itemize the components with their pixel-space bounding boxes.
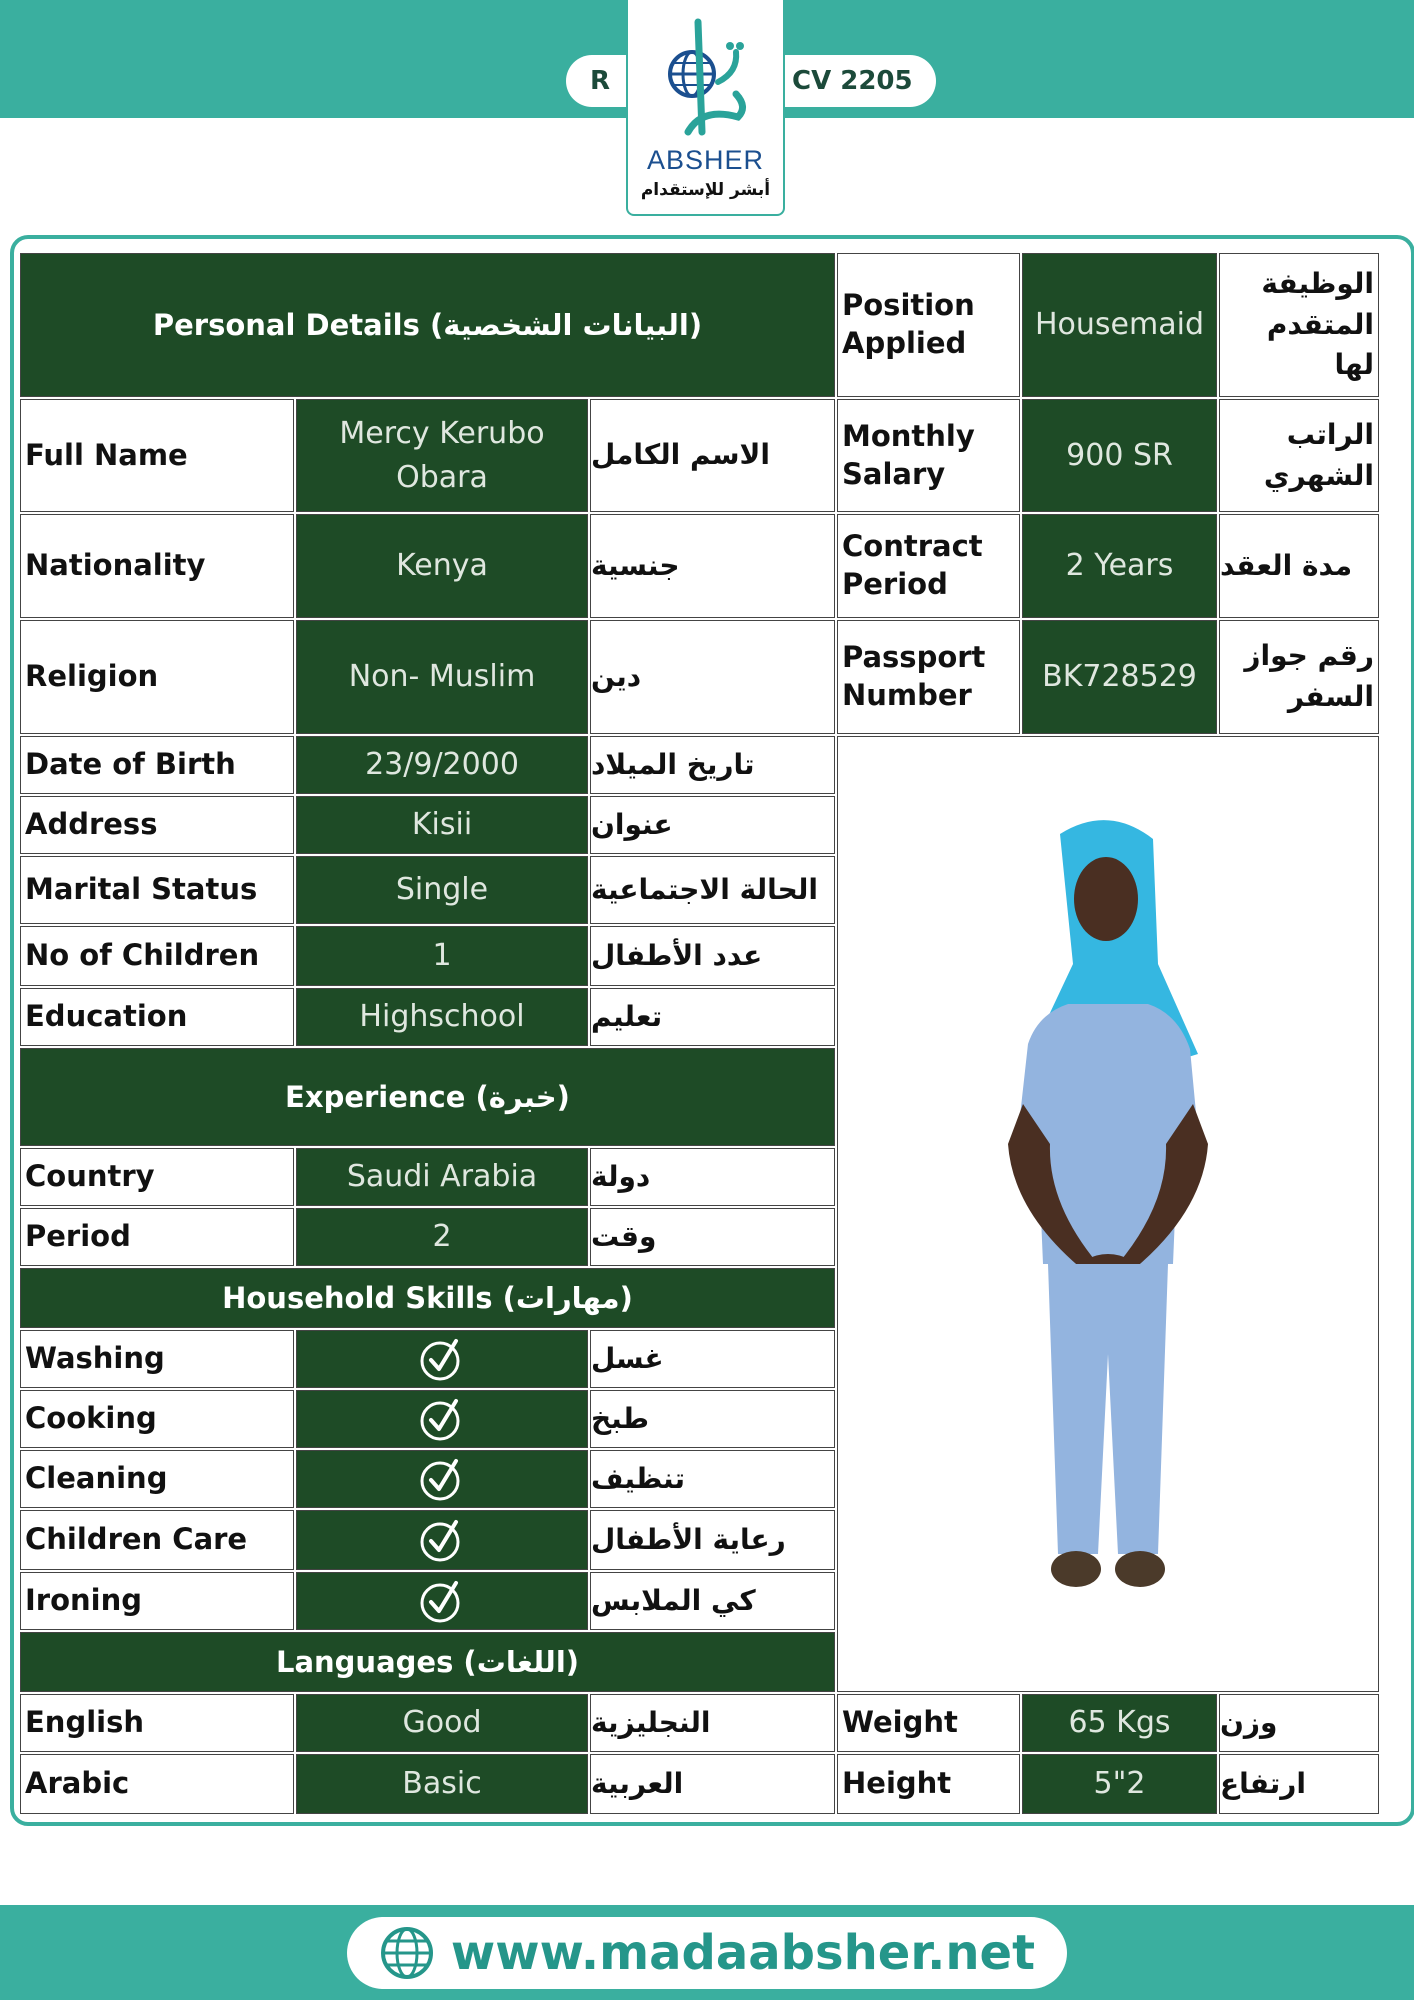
cv-number: CV 2205 (792, 66, 913, 96)
skill-ar: تنظيف (590, 1450, 835, 1508)
language-label: Arabic (20, 1754, 294, 1814)
job-ar: الوظيفة المتقدم لها (1219, 253, 1379, 397)
website-url[interactable]: www.madaabsher.net (450, 1925, 1036, 1981)
personal-value: Single (296, 856, 588, 924)
candidate-photo (837, 736, 1379, 1692)
language-value: Good (296, 1694, 588, 1752)
skill-check (296, 1330, 588, 1388)
personal-ar: الحالة الاجتماعية (590, 856, 835, 924)
personal-ar: الاسم الكامل (590, 399, 835, 512)
experience-label: Country (20, 1148, 294, 1206)
ref-left-text: R (590, 66, 611, 96)
skill-label: Children Care (20, 1510, 294, 1570)
physical-ar: ارتفاع (1219, 1754, 1379, 1814)
check-circle-icon (418, 1577, 466, 1625)
experience-ar: دولة (590, 1148, 835, 1206)
job-value: 900 SR (1022, 399, 1217, 512)
skill-ar: طبخ (590, 1390, 835, 1448)
personal-label: No of Children (20, 926, 294, 986)
physical-ar: وزن (1219, 1694, 1379, 1752)
check-circle-icon (418, 1455, 466, 1503)
personal-label: Full Name (20, 399, 294, 512)
skill-ar: رعاية الأطفال (590, 1510, 835, 1570)
job-label: Monthly Salary (837, 399, 1020, 512)
language-value: Basic (296, 1754, 588, 1814)
personal-details-header: Personal Details (البيانات الشخصية) (20, 253, 835, 397)
skill-check (296, 1572, 588, 1630)
logo-text-ar: أبشر للإستقدام (640, 180, 771, 200)
personal-label: Education (20, 988, 294, 1046)
job-ar: رقم جواز السفر (1219, 620, 1379, 734)
check-circle-icon (418, 1516, 466, 1564)
skill-label: Cleaning (20, 1450, 294, 1508)
personal-ar: تعليم (590, 988, 835, 1046)
check-circle-icon (418, 1395, 466, 1443)
check-circle-icon (418, 1335, 466, 1383)
language-label: English (20, 1694, 294, 1752)
personal-label: Nationality (20, 514, 294, 618)
job-ar: الراتب الشهري (1219, 399, 1379, 512)
experience-value: Saudi Arabia (296, 1148, 588, 1206)
language-ar: النجليزية (590, 1694, 835, 1752)
physical-label: Weight (837, 1694, 1020, 1752)
physical-value: 65 Kgs (1022, 1694, 1217, 1752)
personal-ar: جنسية (590, 514, 835, 618)
job-label: Passport Number (837, 620, 1020, 734)
personal-ar: تاريخ الميلاد (590, 736, 835, 794)
website-link[interactable] (347, 1917, 1067, 1989)
logo-text-en: ABSHER (646, 145, 765, 175)
personal-label: Marital Status (20, 856, 294, 924)
skill-check (296, 1390, 588, 1448)
personal-value: 1 (296, 926, 588, 986)
skill-label: Ironing (20, 1572, 294, 1630)
skill-check (296, 1510, 588, 1570)
personal-ar: دين (590, 620, 835, 734)
logo-globe-icon (658, 12, 758, 142)
personal-value: Kisii (296, 796, 588, 854)
globe-icon (379, 1925, 435, 1981)
physical-label: Height (837, 1754, 1020, 1814)
job-label: Contract Period (837, 514, 1020, 618)
skill-ar: كي الملابس (590, 1572, 835, 1630)
languages-header: Languages (اللغات) (20, 1632, 835, 1692)
personal-value: Kenya (296, 514, 588, 618)
skill-check (296, 1450, 588, 1508)
skill-label: Cooking (20, 1390, 294, 1448)
personal-value: Non- Muslim (296, 620, 588, 734)
physical-value: 5"2 (1022, 1754, 1217, 1814)
candidate-figure-image (978, 814, 1238, 1614)
personal-label: Religion (20, 620, 294, 734)
skill-label: Washing (20, 1330, 294, 1388)
job-value: 2 Years (1022, 514, 1217, 618)
job-value: Housemaid (1022, 253, 1217, 397)
absher-logo (626, 0, 785, 216)
skills-header: Household Skills (مهارات) (20, 1268, 835, 1328)
ref-right-pill (760, 55, 936, 107)
personal-value: Highschool (296, 988, 588, 1046)
personal-ar: عنوان (590, 796, 835, 854)
personal-ar: عدد الأطفال (590, 926, 835, 986)
job-label: Position Applied (837, 253, 1020, 397)
language-ar: العربية (590, 1754, 835, 1814)
personal-label: Address (20, 796, 294, 854)
experience-value: 2 (296, 1208, 588, 1266)
job-ar: مدة العقد (1219, 514, 1379, 618)
experience-label: Period (20, 1208, 294, 1266)
experience-ar: وقت (590, 1208, 835, 1266)
personal-label: Date of Birth (20, 736, 294, 794)
personal-value: 23/9/2000 (296, 736, 588, 794)
experience-header: Experience (خبرة) (20, 1048, 835, 1146)
personal-value: Mercy Kerubo Obara (296, 399, 588, 512)
job-value: BK728529 (1022, 620, 1217, 734)
skill-ar: غسل (590, 1330, 835, 1388)
